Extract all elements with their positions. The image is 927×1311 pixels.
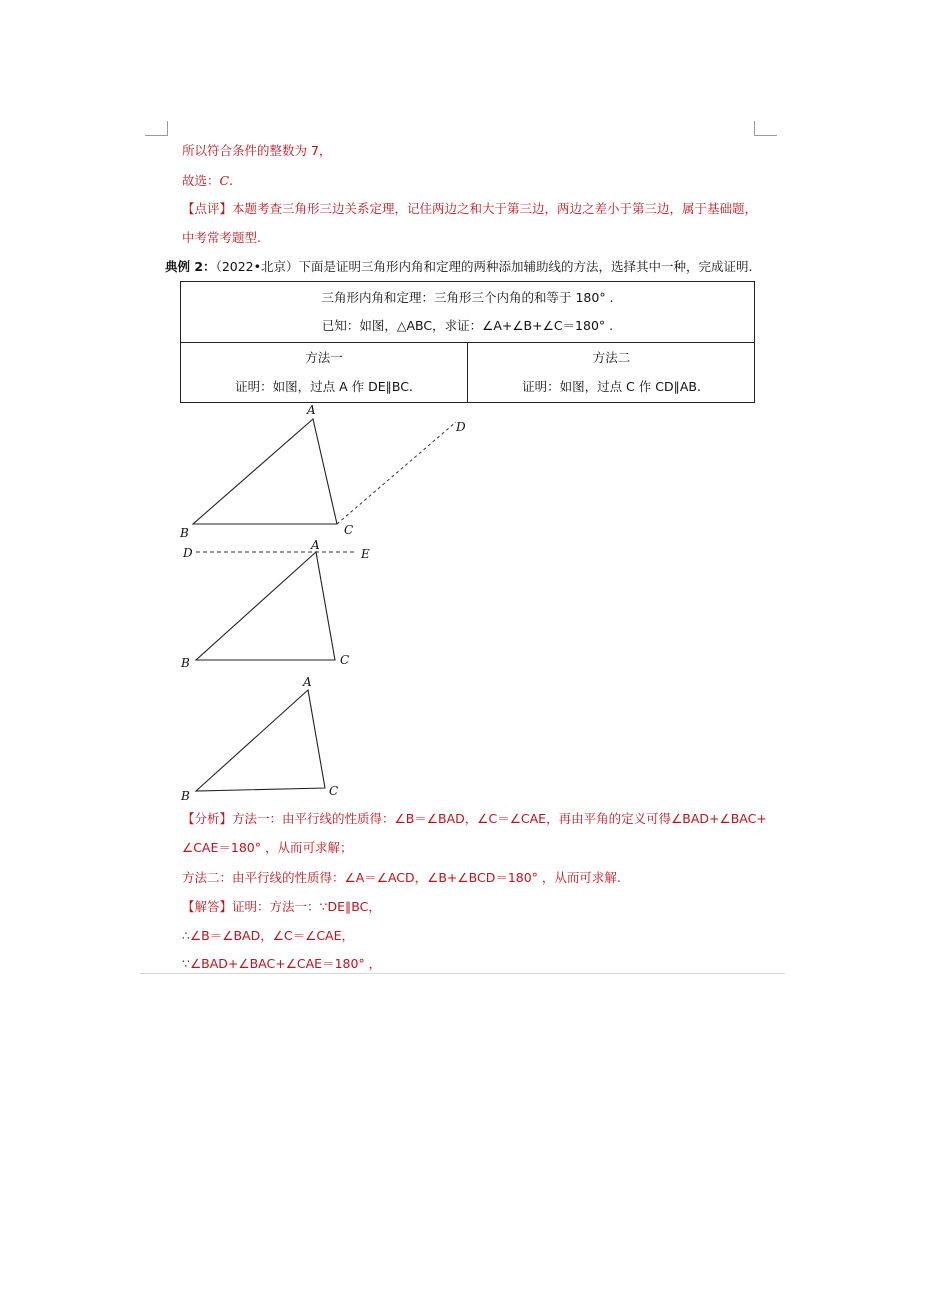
analysis-line-2: ∠CAE＝180° ，从而可求解； <box>182 840 353 855</box>
triangle-abc-fig1 <box>193 419 337 524</box>
review-tag: 【点评】 <box>182 201 233 216</box>
example-tag: 典例 2： <box>165 259 216 274</box>
method-two-title: 方法二 <box>592 350 631 365</box>
analysis-text-1: 方法一：由平行线的性质得：∠B＝∠BAD，∠C＝∠CAE，再由平角的定义可得∠BAD+∠BAC+ <box>232 811 767 826</box>
review-text: 本题考查三角形三边关系定理，记住两边之和大于第三边，两边之差小于第三边，属于基础题， <box>232 201 758 216</box>
example-text: （2022•北京）下面是证明三角形内角和定理的两种添加辅助线的方法，选择其中一种，完成证明. <box>215 259 753 274</box>
line-cd-dashed <box>337 422 456 524</box>
solution-text-1: 证明：方法一：∵DE∥BC， <box>232 899 381 914</box>
answer-prefix: 故选： <box>182 173 220 188</box>
fig2-label-e: E <box>361 547 370 561</box>
fig3-label-a: A <box>303 675 312 689</box>
method-one-text: 证明：如图，过点 A 作 DE∥BC. <box>235 379 413 394</box>
fig1-label-a: A <box>307 403 316 417</box>
answer-choice: C <box>219 173 230 188</box>
solution-line-1: 所以符合条件的整数为 7， <box>182 143 332 158</box>
figure-1-triangle-with-cd <box>179 403 466 540</box>
theorem-statement: 三角形内角和定理：三角形三个内角的和等于 180° . <box>321 290 614 305</box>
fig3-label-b: B <box>181 789 190 803</box>
given-statement: 已知：如图，△ABC，求证：∠A+∠B+∠C＝180° . <box>321 318 614 333</box>
fig1-label-c: C <box>344 523 354 537</box>
fig3-label-c: C <box>329 784 339 798</box>
figure-2-triangle-with-de <box>180 538 370 670</box>
analysis-line-3: 方法二：由平行线的性质得：∠A＝∠ACD，∠B+∠BCD＝180° ，从而可求解. <box>182 870 621 885</box>
page-bottom-divider <box>140 973 785 974</box>
fig2-label-d: D <box>183 546 193 560</box>
fig2-label-b: B <box>181 656 190 670</box>
method-two-text: 证明：如图，过点 C 作 CD∥AB. <box>522 379 701 394</box>
method-one-title: 方法一 <box>305 350 343 365</box>
solution-proof-line-2: ∴∠B＝∠BAD，∠C＝∠CAE， <box>182 928 355 943</box>
solution-proof-line-3: ∵∠BAD+∠BAC+∠CAE＝180° ， <box>182 956 382 971</box>
review-line-2: 中考常考题型. <box>182 230 261 245</box>
triangle-abc-fig2 <box>196 552 335 660</box>
figure-3-triangle <box>180 675 338 803</box>
answer-suffix: . <box>229 173 234 188</box>
fig1-label-d: D <box>456 420 466 434</box>
solution-tag: 【解答】 <box>182 899 233 914</box>
analysis-tag: 【分析】 <box>182 811 233 826</box>
fig1-label-b: B <box>180 526 189 540</box>
solution-proof-line-1 <box>182 899 381 915</box>
triangle-abc-fig3 <box>196 690 325 791</box>
fig2-label-a: A <box>311 538 320 552</box>
fig2-label-c: C <box>340 653 350 667</box>
analysis-line-1 <box>182 811 767 827</box>
